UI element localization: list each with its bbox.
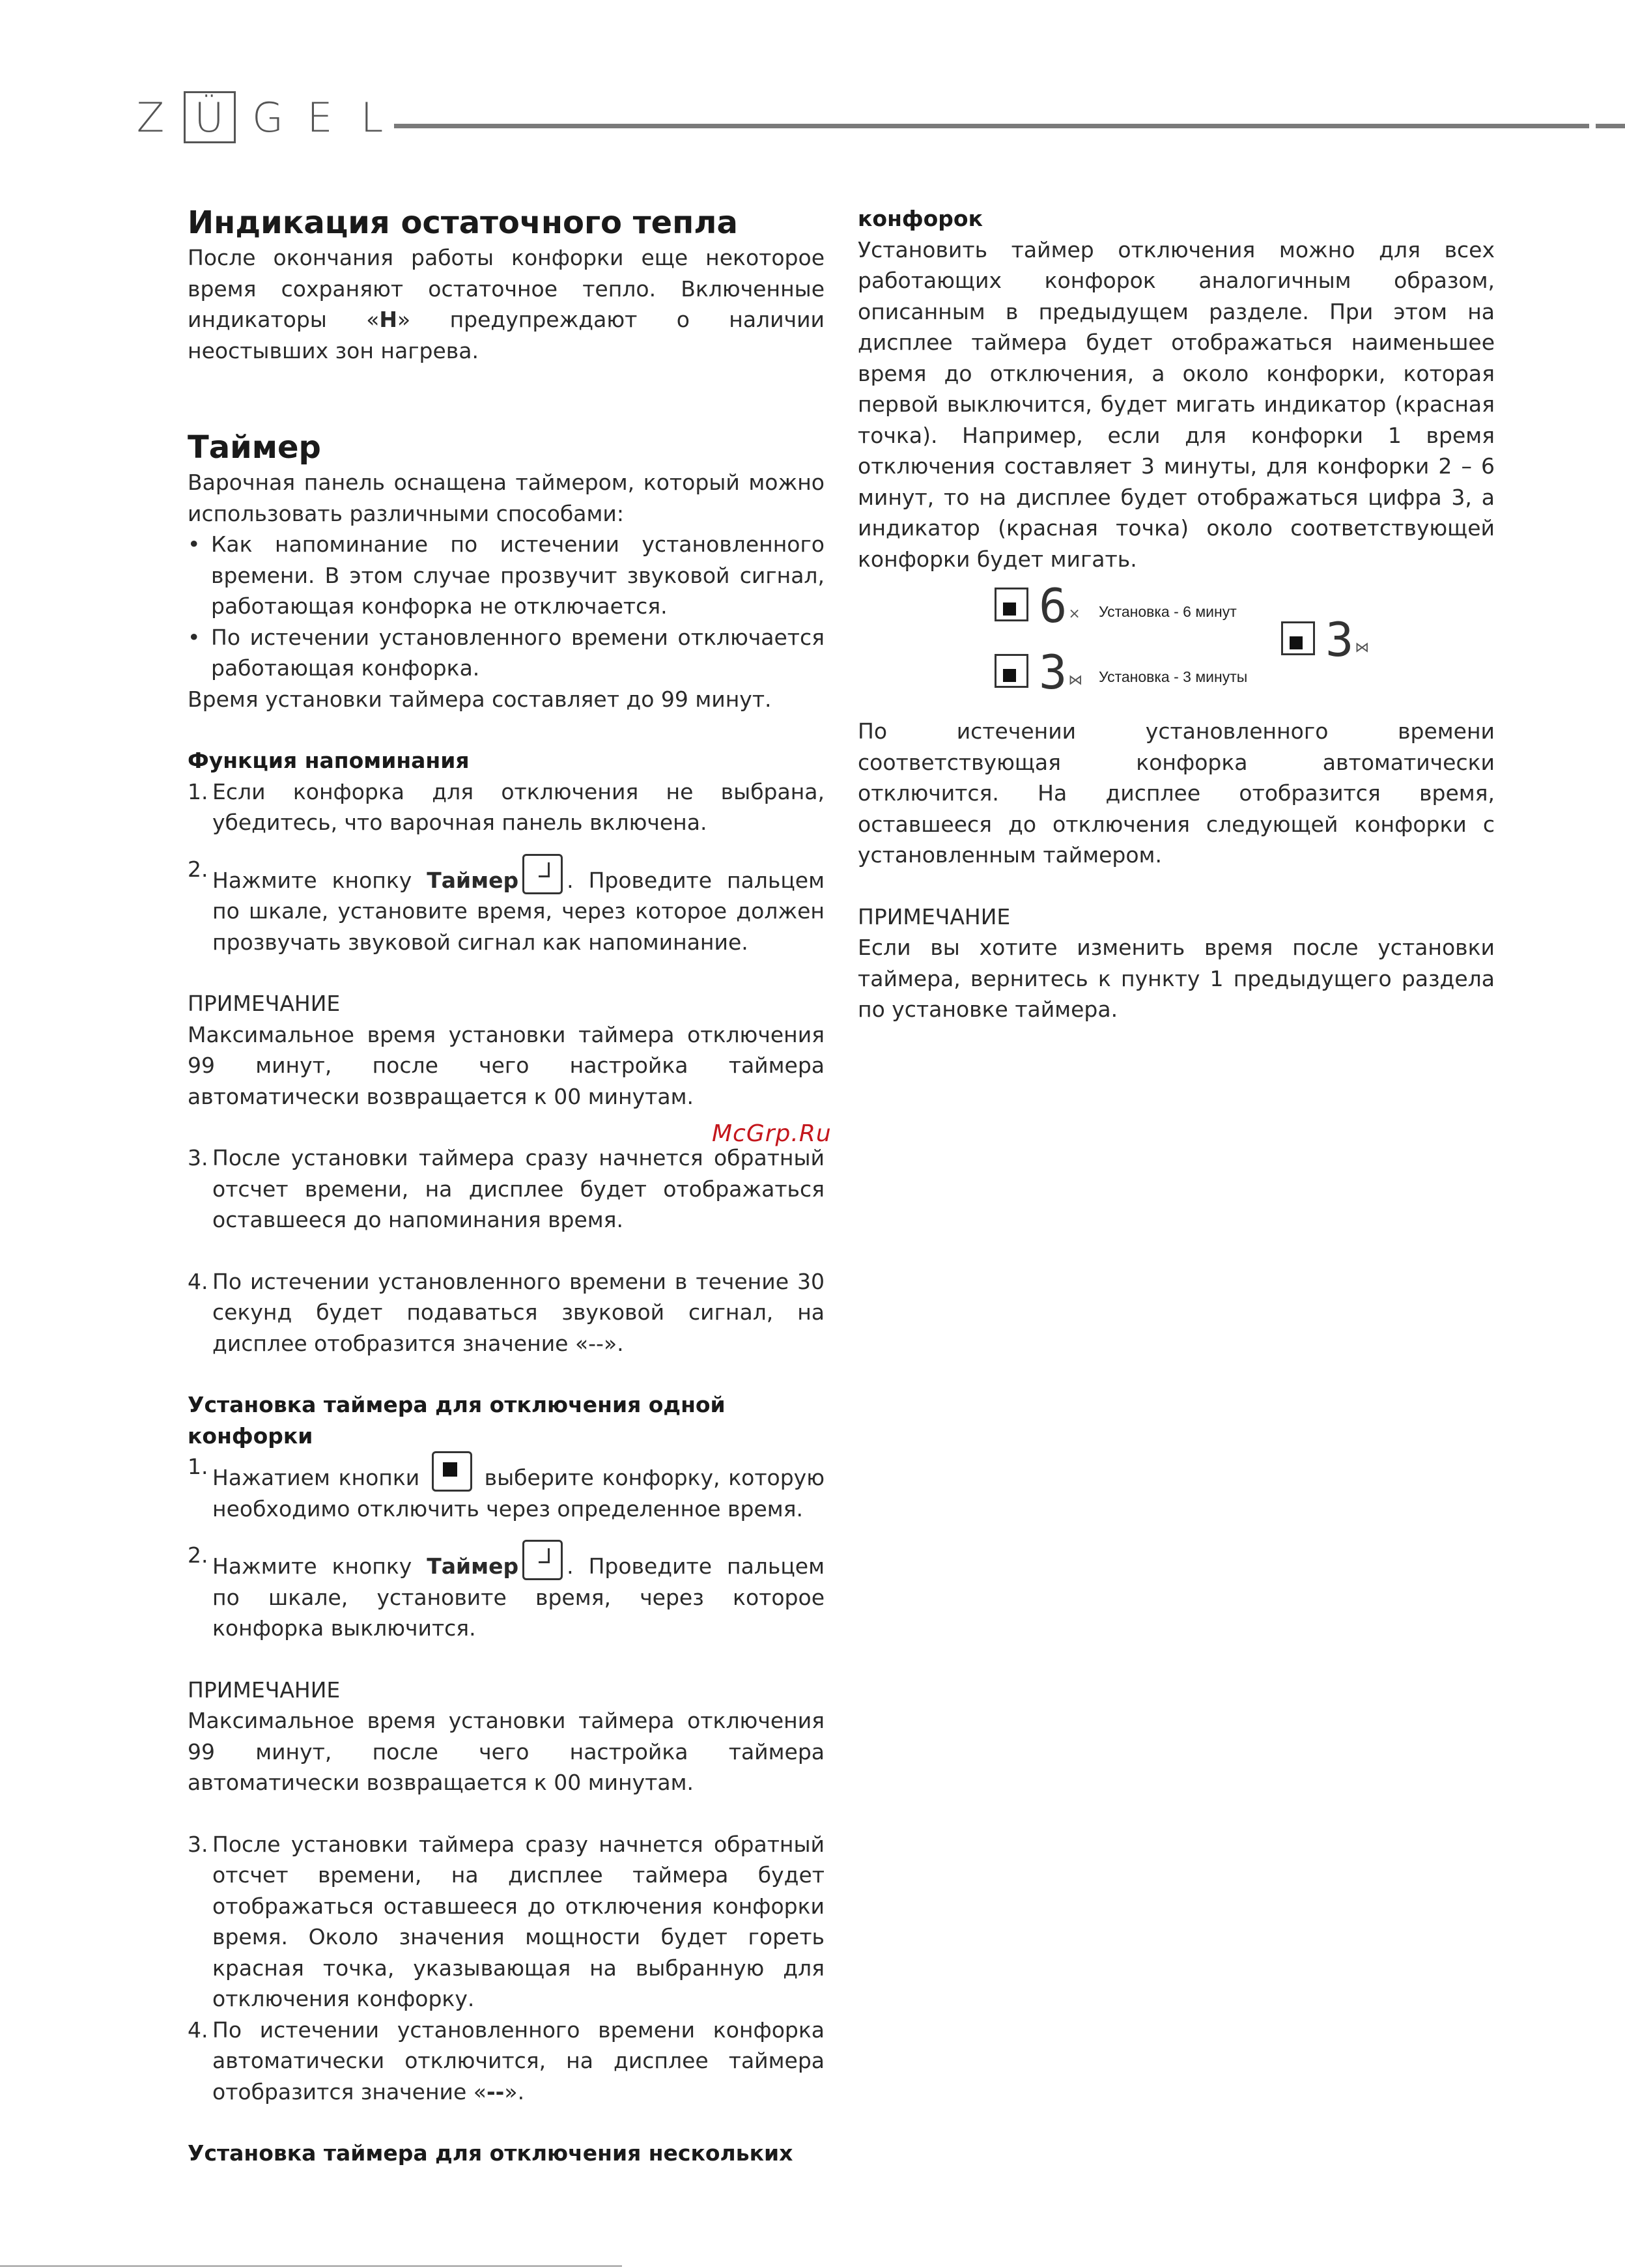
logo-letter: E: [307, 93, 334, 141]
reminder-steps-cont: [188, 1142, 825, 1359]
note-title: ПРИМЕЧАНИЕ: [188, 1677, 341, 1703]
list-item: 2. Нажмите кнопку Таймер . Проведите пальцем по шкале, установите время, через которое конфорка выключится.: [188, 1540, 825, 1644]
timer-button-icon: [522, 854, 563, 894]
logo-letter: Z: [136, 93, 166, 141]
display-burner-3: [995, 645, 1083, 700]
display-burner-6: [995, 578, 1081, 633]
multi-burner-title: Установка таймера для отключения нескольких: [188, 2140, 793, 2166]
diagram-label: Установка - 6 минут: [1099, 603, 1237, 620]
header-rule-end: [1596, 124, 1625, 128]
display-burner-3-right: [1281, 612, 1370, 667]
burner-key-icon: [995, 588, 1028, 621]
list-item: • По истечении установленного времени отключается работающая конфорка.: [188, 622, 825, 684]
timer-indicator-icon: ⨯: [1068, 605, 1081, 622]
after-timer-text: По истечении установленного времени соответствующая конфорка автоматически отключится. На дисплее отобразится время, оставшееся до отключения следующей конфорки с установленным таймером.: [858, 718, 1495, 868]
burner-key-icon: [995, 654, 1028, 688]
logo-letter: G: [251, 93, 285, 141]
list-item: 4. По истечении установленного времени конфорка автоматически отключится, на дисплее таймера отобразится значение «--».: [188, 2017, 825, 2105]
note-text: Максимальное время установки таймера отключения 99 минут, после чего настройка таймера автоматически возвращается к 00 минутам.: [188, 1708, 825, 1795]
list-item: 1. Нажатием кнопки выберите конфорку, которую необходимо отключить через определенное время.: [188, 1451, 825, 1524]
multi-burner-text: Установить таймер отключения можно для всех работающих конфорок аналогичным образом, описанным в предыдущем разделе. При этом на дисплее таймера будет отображаться наименьшее время до отключения, а около конфорки, которая первой выключится, будет мигать индикатор (красная точка). Например, если для конфорки 1 время отключения составляет 3 минуты, для конфорки 2 – 6 минут, то на дисплее будет отображаться цифра 3, а индикатор (красная точка) около соответствующей конфорки будет мигать.: [858, 236, 1495, 572]
diagram-label: Установка - 3 минуты: [1099, 668, 1248, 685]
list-item: 1. Если конфорка для отключения не выбрана, убедитесь, что варочная панель включена.: [188, 778, 825, 835]
list-item: 4. По истечении установленного времени в течение 30 секунд будет подаваться звуковой сигнал, на дисплее отобразится значение «--».: [188, 1268, 825, 1356]
display-digit: 3: [1039, 645, 1067, 700]
timer-display-diagram: [858, 578, 1495, 716]
reminder-steps: [188, 776, 825, 958]
note-title: ПРИМЕЧАНИЕ: [858, 903, 1011, 929]
header-rule: [394, 124, 1589, 128]
note-text: Максимальное время установки таймера отключения 99 минут, после чего настройка таймера автоматически возвращается к 00 минутам.: [188, 1021, 825, 1109]
timer-intro: Варочная панель оснащена таймером, который можно использовать различными способами:: [188, 470, 825, 526]
right-column: [858, 203, 1495, 1025]
timer-title: Таймер: [188, 429, 321, 466]
timer-button-icon: [522, 1540, 563, 1580]
timer-uses-list: [188, 529, 825, 684]
residual-heat-text: После окончания работы конфорки еще некоторое время сохраняют остаточное тепло. Включенные индикаторы «H» предупреждают о наличии неостывших зон нагрева.: [188, 245, 825, 363]
logo-letter-boxed: Ü: [184, 91, 236, 143]
left-column: [188, 203, 825, 2169]
note-text: Если вы хотите изменить время после установки таймера, вернитесь к пункту 1 предыдущего раздела по установке таймера.: [858, 935, 1495, 1022]
timer-indicator-icon: ⋈: [1355, 639, 1370, 656]
note-title: ПРИМЕЧАНИЕ: [188, 991, 341, 1016]
display-digit: 6: [1039, 578, 1067, 633]
burner-key-icon: [1281, 621, 1315, 655]
burner-select-button-icon: [432, 1451, 472, 1492]
single-burner-steps: [188, 1451, 825, 1644]
list-item: 3. После установки таймера сразу начнется обратный отсчет времени, на дисплее будет отображаться оставшееся до напоминания время.: [188, 1145, 825, 1232]
residual-heat-title: Индикация остаточного тепла: [188, 205, 738, 241]
display-digit: 3: [1325, 612, 1354, 667]
logo-letter: L: [360, 93, 385, 141]
single-burner-steps-cont: [188, 1829, 825, 2108]
list-item: 2. Нажмите кнопку Таймер . Проведите пальцем по шкале, установите время, через которое должен прозвучать звуковой сигнал как напоминание.: [188, 854, 825, 958]
list-item: 3. После установки таймера сразу начнется обратный отсчет времени, на дисплее таймера будет отображаться оставшееся до отключения конфорки время. Около значения мощности будет гореть красная точка, указывающая на выбранную для отключения конфорку.: [188, 1831, 825, 2011]
watermark: McGrp.Ru: [712, 1120, 832, 1147]
multi-burner-title-cont: конфорок: [858, 206, 983, 231]
list-item: • Как напоминание по истечении установленного времени. В этом случае прозвучит звуковой сигнал, работающая конфорка не отключается.: [188, 529, 825, 622]
reminder-title: Функция напоминания: [188, 748, 470, 773]
timer-max-time: Время установки таймера составляет до 99 минут.: [188, 686, 772, 712]
timer-indicator-icon: ⋈: [1068, 672, 1083, 688]
single-burner-title: Установка таймера для отключения одной конфорки: [188, 1392, 726, 1449]
footer-rule: [0, 2265, 622, 2267]
brand-logo: [125, 90, 399, 145]
